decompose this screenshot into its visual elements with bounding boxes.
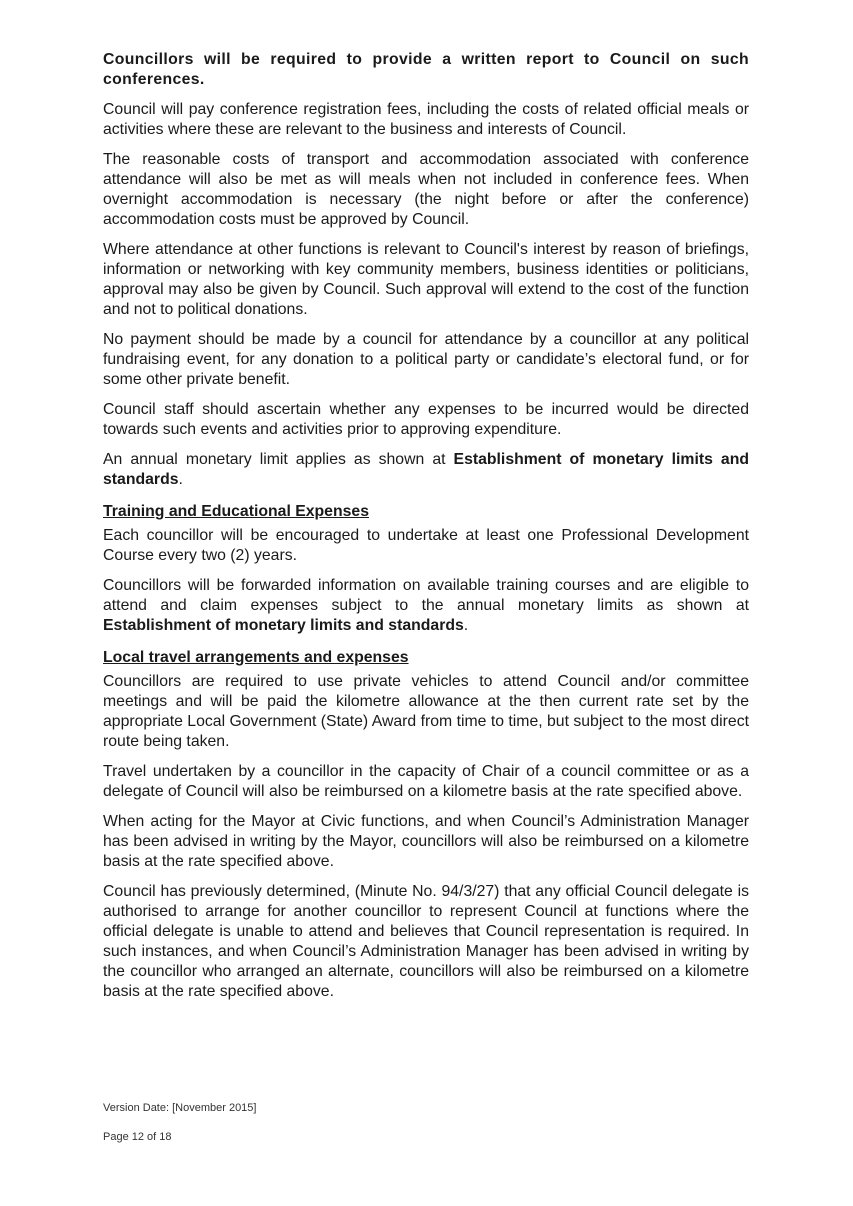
staff-ascertain-paragraph: Council staff should ascertain whether any expenses to be incurred would be directed towards such events and activities prior to approving expenditure. [103,401,749,438]
travel-paragraph-4: Council has previously determined, (Minute No. 94/3/27) that any official Council delegate is authorised to arrange for another councillor to represent Council at functions where the official delegate is unable to attend and believes that Council representation is required. In such instances, and when Council’s Administration Manager has been advised in writing by the councillor who arranged an alternate, councillors will also be reimbursed on a kilometre basis at the rate specified above. [103,883,749,1000]
annual-limit-paragraph [103,450,749,490]
political-fundraising-paragraph: No payment should be made by a council for attendance by a councillor at any political fundraising event, for any donation to a political party or candidate’s electoral fund, or for some other private benefit. [103,331,749,388]
version-date: Version Date: [November 2015] [103,1102,257,1114]
monetary-limits-reference: Establishment of monetary limits and standards [103,617,464,634]
registration-fees-paragraph: Council will pay conference registration fees, including the costs of related official meals or activities where these are relevant to the business and interests of Council. [103,101,749,138]
travel-paragraph-3: When acting for the Mayor at Civic functions, and when Council’s Administration Manager has been advised in writing by the Mayor, councillors will also be reimbursed on a kilometre basis at the rate specified above. [103,813,749,870]
local-travel-heading: Local travel arrangements and expenses [103,649,409,666]
written-report-requirement: Councillors will be required to provide a written report to Council on such conferences. [103,51,749,88]
training-period: . [463,617,469,634]
monetary-limits-reference: Establishment of monetary limits and standards [103,451,749,488]
training-paragraph-2 [103,576,749,636]
training-heading: Training and Educational Expenses [103,503,369,520]
page-number: Page 12 of 18 [103,1131,172,1143]
annual-limit-period: . [178,471,183,488]
annual-limit-text: An annual monetary limit applies as shown at [103,451,454,468]
travel-paragraph-2: Travel undertaken by a councillor in the capacity of Chair of a council committee or as a delegate of Council will also be reimbursed on a kilometre basis at the rate specified above. [103,763,749,800]
transport-accommodation-paragraph: The reasonable costs of transport and accommodation associated with conference attendance will also be met as will meals when not included in conference fees. When overnight accommodation is necessary (the night before or after the conference) accommodation costs must be approved by Council. [103,151,749,228]
document-body [103,50,749,1012]
training-text: Councillors will be forwarded information on available training courses and are eligible to attend and claim expenses subject to the annual monetary limits as shown at [103,577,749,614]
travel-paragraph-1: Councillors are required to use private vehicles to attend Council and/or committee meetings and will be paid the kilometre allowance at the then current rate set by the appropriate Local Government (State) Award from time to time, but subject to the most direct route being taken. [103,673,749,750]
other-functions-paragraph: Where attendance at other functions is relevant to Council's interest by reason of briefings, information or networking with key community members, business identities or politicians, approval may also be given by Council. Such approval will extend to the cost of the function and not to political donations. [103,241,749,318]
training-paragraph-1: Each councillor will be encouraged to undertake at least one Professional Development Course every two (2) years. [103,527,749,564]
